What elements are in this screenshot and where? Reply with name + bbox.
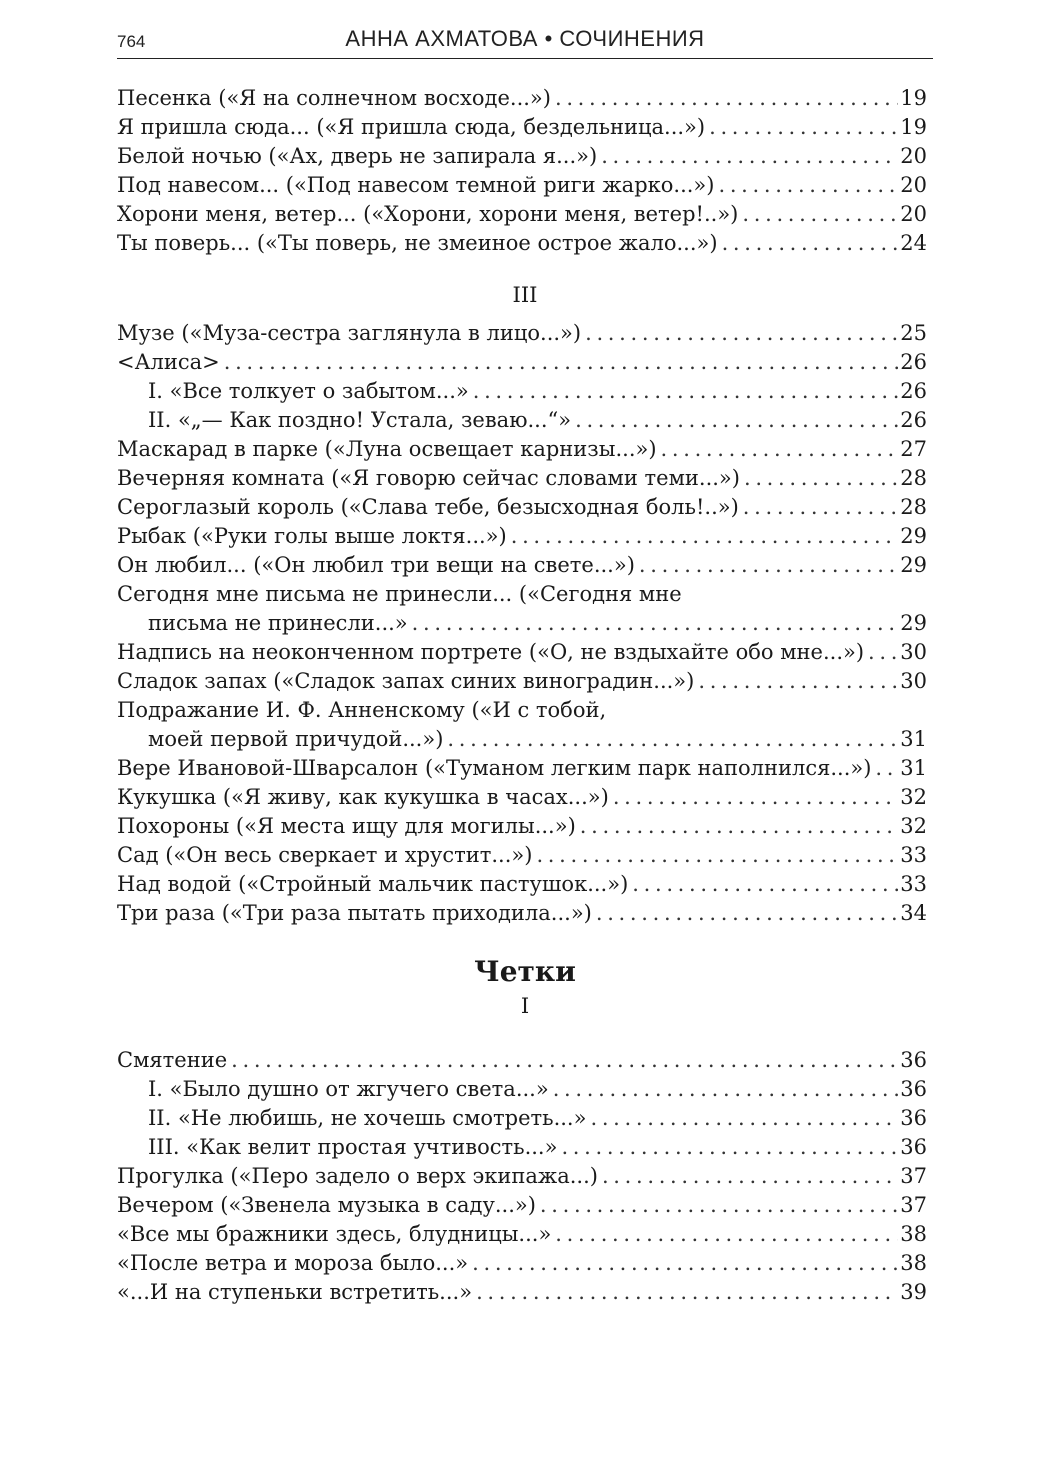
- toc-entry-title: Смятение: [117, 1048, 228, 1072]
- toc-chetki: [117, 1046, 927, 1307]
- toc-entry: [117, 609, 927, 638]
- toc-entry-title: Хорони меня, ветер... («Хорони, хорони меня, ветер!..»): [117, 202, 739, 226]
- toc-entry: [117, 1191, 927, 1220]
- toc-page-number: 37: [900, 1164, 927, 1188]
- toc-entry-title: Надпись на неоконченном портрете («О, не вздыхайте обо мне...»): [117, 640, 865, 664]
- toc-page-number: 29: [900, 611, 927, 635]
- toc-entry-title: Рыбак («Руки голы выше локтя...»): [117, 524, 507, 548]
- toc-entry-title: Вечерняя комната («Я говорю сейчас словами теми...»): [117, 466, 740, 490]
- toc-entry: [117, 522, 927, 551]
- toc-page-number: 32: [900, 814, 927, 838]
- dot-leader: [661, 435, 899, 464]
- toc-entry-title: «После ветра и мороза было...»: [117, 1251, 469, 1275]
- dot-leader: [476, 1278, 898, 1307]
- toc-entry: [117, 638, 927, 667]
- toc-entry: [117, 1075, 927, 1104]
- dot-leader: [412, 609, 899, 638]
- dot-leader: [561, 1133, 898, 1162]
- toc-entry: [117, 1133, 927, 1162]
- toc-entry: [117, 812, 927, 841]
- toc-page-number: 29: [900, 524, 927, 548]
- dot-leader: [868, 638, 898, 667]
- toc-page-number: 36: [900, 1135, 927, 1159]
- dot-leader: [743, 493, 898, 522]
- toc-page-number: 30: [900, 669, 927, 693]
- toc-entry-title: Вере Ивановой-Шварсалон («Туманом легким парк наполнился...»): [117, 756, 872, 780]
- dot-leader: [575, 406, 898, 435]
- dot-leader: [540, 1191, 898, 1220]
- toc-entry: [117, 377, 927, 406]
- toc-entry-title: Музе («Муза-сестра заглянула в лицо...»): [117, 321, 582, 345]
- toc-page-number: 34: [900, 901, 927, 925]
- toc-page-number: 36: [900, 1106, 927, 1130]
- dot-leader: [231, 1046, 898, 1075]
- toc-entry: [117, 171, 927, 200]
- toc-page-number: 20: [900, 173, 927, 197]
- dot-leader: [555, 1220, 898, 1249]
- toc-page-number: 28: [900, 466, 927, 490]
- toc-page-number: 36: [900, 1048, 927, 1072]
- toc-page-number: 27: [900, 437, 927, 461]
- toc-entry: [117, 113, 927, 142]
- toc-page-number: 36: [900, 1077, 927, 1101]
- toc-page-number: 37: [900, 1193, 927, 1217]
- toc-entry-title: I. «Было душно от жгучего света...»: [148, 1077, 549, 1101]
- dot-leader: [555, 84, 898, 113]
- toc-page-number: 25: [900, 321, 927, 345]
- toc-entry-title: Под навесом... («Под навесом темной риги жарко...»): [117, 173, 715, 197]
- page-number: 764: [117, 32, 146, 51]
- dot-leader: [590, 1104, 898, 1133]
- dot-leader: [553, 1075, 899, 1104]
- toc-entry-title: <Алиса>: [117, 350, 220, 374]
- toc-section-iii: [117, 319, 927, 928]
- toc-entry: [117, 754, 927, 783]
- toc-entry: [117, 899, 927, 928]
- toc-entry: [117, 319, 927, 348]
- dot-leader: [639, 551, 898, 580]
- toc-entry-title: Сероглазый король («Слава тебе, безысходная боль!..»): [117, 495, 739, 519]
- section-heading-iii: III: [512, 283, 538, 307]
- toc-entry: [117, 725, 927, 754]
- toc-page-number: 39: [900, 1280, 927, 1304]
- toc-page-number: 26: [900, 408, 927, 432]
- toc-page-number: 19: [900, 115, 927, 139]
- toc-entry: [117, 870, 927, 899]
- toc-page-number: 26: [900, 350, 927, 374]
- book-section-heading: I: [520, 994, 530, 1018]
- toc-entry-title: Вечером («Звенела музыка в саду...»): [117, 1193, 536, 1217]
- toc-entry: [117, 406, 927, 435]
- toc-entry-title: Сад («Он весь сверкает и хрустит...»): [117, 843, 533, 867]
- toc-entry: [117, 84, 927, 113]
- dot-leader: [585, 319, 898, 348]
- toc-page-number: 24: [900, 231, 927, 255]
- toc-entry: [117, 142, 927, 171]
- toc-page-number: 20: [900, 202, 927, 226]
- toc-entry: [117, 229, 927, 258]
- toc-entry-title: Я пришла сюда... («Я пришла сюда, бездельница...»): [117, 115, 706, 139]
- toc-entry-title: письма не принесли...»: [148, 611, 408, 635]
- dot-leader: [742, 200, 898, 229]
- toc-entry-title: I. «Все толкует о забытом...»: [148, 379, 469, 403]
- dot-leader: [875, 754, 898, 783]
- toc-entry-title: II. «Не любишь, не хочешь смотреть...»: [148, 1106, 587, 1130]
- toc-page-number: 38: [900, 1222, 927, 1246]
- toc-entry: [117, 348, 927, 377]
- dot-leader: [536, 841, 898, 870]
- dot-leader: [447, 725, 898, 754]
- toc-entry: [117, 1220, 927, 1249]
- toc-page-number: 33: [900, 843, 927, 867]
- toc-entry-title: Над водой («Стройный мальчик пастушок...»): [117, 872, 629, 896]
- toc-page-number: 20: [900, 144, 927, 168]
- toc-entry: [117, 841, 927, 870]
- toc-page-number: 32: [900, 785, 927, 809]
- toc-entry-title: «Все мы бражники здесь, блудницы...»: [117, 1222, 552, 1246]
- running-header: [117, 26, 933, 59]
- toc-group-1: [117, 84, 927, 258]
- toc-entry-title: Похороны («Я места ищу для могилы...»): [117, 814, 576, 838]
- running-title: АННА АХМАТОВА • СОЧИНЕНИЯ: [345, 26, 705, 51]
- toc-page-number: 26: [900, 379, 927, 403]
- toc-entry-title: Ты поверь... («Ты поверь, не змеиное острое жало...»): [117, 231, 718, 255]
- dot-leader: [224, 348, 899, 377]
- toc-page-number: 29: [900, 553, 927, 577]
- dot-leader: [718, 171, 898, 200]
- toc-page-number: 33: [900, 872, 927, 896]
- toc-entry: [117, 1249, 927, 1278]
- dot-leader: [709, 113, 898, 142]
- toc-entry: [117, 551, 927, 580]
- toc-page-number: 30: [900, 640, 927, 664]
- dot-leader: [632, 870, 898, 899]
- toc-entry-title-line: Сегодня мне письма не принесли... («Сегодня мне: [117, 582, 682, 606]
- dot-leader: [613, 783, 898, 812]
- dot-leader: [601, 142, 898, 171]
- dot-leader: [580, 812, 898, 841]
- dot-leader: [744, 464, 898, 493]
- toc-entry: [117, 493, 927, 522]
- toc-page-number: 28: [900, 495, 927, 519]
- toc-entry: [117, 1104, 927, 1133]
- toc-page-number: 38: [900, 1251, 927, 1275]
- toc-page-number: 31: [900, 727, 927, 751]
- toc-entry-title: Маскарад в парке («Луна освещает карнизы...»): [117, 437, 657, 461]
- toc-entry: [117, 1278, 927, 1307]
- dot-leader: [511, 522, 899, 551]
- toc-page-number: 31: [900, 756, 927, 780]
- toc-entry-title: Сладок запах («Сладок запах синих виноградин...»): [117, 669, 695, 693]
- toc-entry: [117, 1046, 927, 1075]
- dot-leader: [722, 229, 899, 258]
- toc-page-number: 19: [900, 86, 927, 110]
- toc-entry-title: Три раза («Три раза пытать приходила...»): [117, 901, 592, 925]
- toc-entry: [117, 200, 927, 229]
- toc-entry-title: Он любил... («Он любил три вещи на свете...»): [117, 553, 635, 577]
- toc-entry: [117, 667, 927, 696]
- toc-entry-title: III. «Как велит простая учтивость...»: [148, 1135, 558, 1159]
- book-title: Четки: [474, 955, 576, 988]
- dot-leader: [472, 1249, 898, 1278]
- toc-entry-title: Песенка («Я на солнечном восходе...»): [117, 86, 551, 110]
- toc-entry: [117, 783, 927, 812]
- toc-entry: [117, 464, 927, 493]
- toc-entry-title: II. «„— Как поздно! Устала, зеваю...“»: [148, 408, 572, 432]
- toc-entry-title: моей первой причудой...»): [148, 727, 444, 751]
- toc-entry: [117, 435, 927, 464]
- toc-entry-title-line: Подражание И. Ф. Анненскому («И с тобой,: [117, 698, 607, 722]
- dot-leader: [596, 899, 898, 928]
- toc-entry-title: Прогулка («Перо задело о верх экипажа...): [117, 1164, 598, 1188]
- toc-entry-title: Кукушка («Я живу, как кукушка в часах...»): [117, 785, 609, 809]
- dot-leader: [698, 667, 898, 696]
- toc-entry-title: «...И на ступеньки встретить...»: [117, 1280, 473, 1304]
- dot-leader: [473, 377, 899, 406]
- dot-leader: [602, 1162, 898, 1191]
- toc-entry-title: Белой ночью («Ах, дверь не запирала я...»): [117, 144, 598, 168]
- toc-entry: [117, 1162, 927, 1191]
